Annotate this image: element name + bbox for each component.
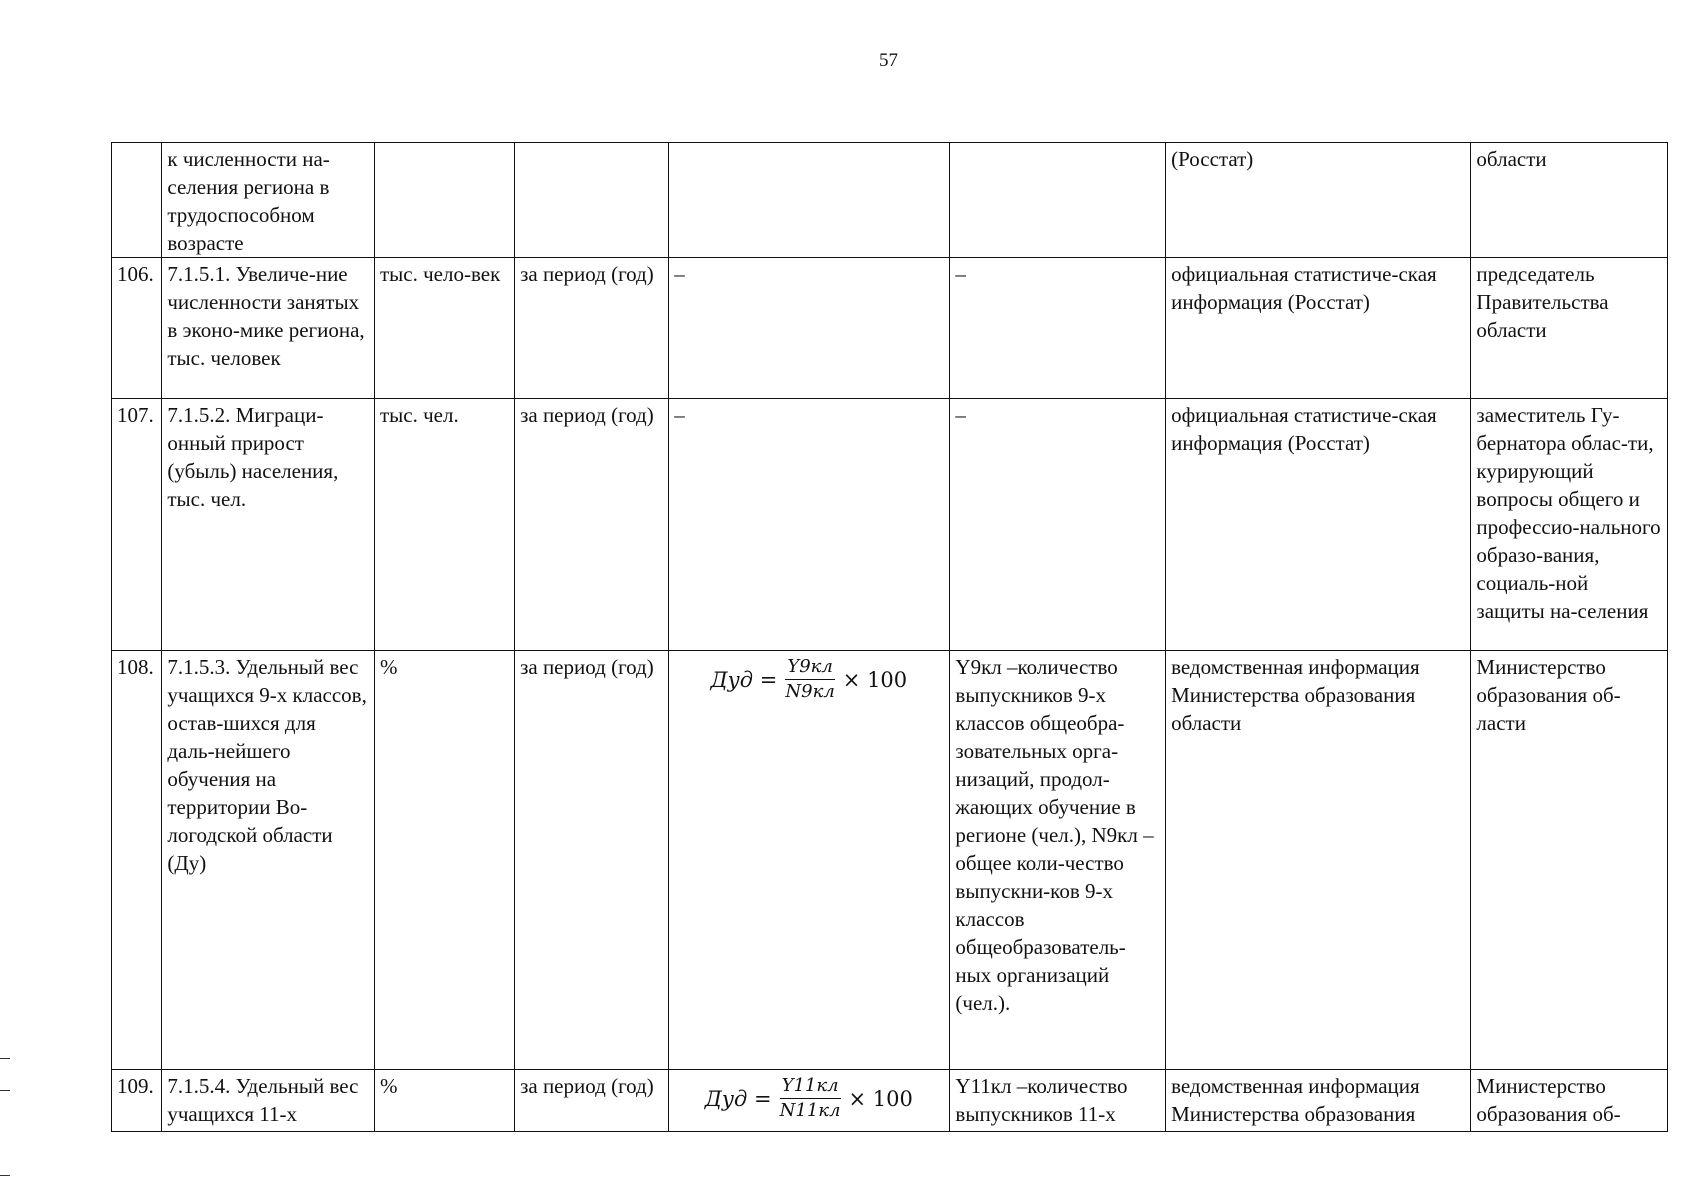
table-row [112,143,1668,258]
description-cell: – [950,399,1166,651]
responsible-cell: области [1471,143,1668,258]
description-cell: Y11кл –количество выпускников 11-х [950,1070,1166,1132]
source-cell: ведомственная информация Министерства образования [1166,1070,1471,1132]
row-number-cell: 108. [112,651,162,1070]
formula-cell [669,651,950,1070]
margin-mark [0,1175,10,1176]
table-row [112,258,1668,399]
margin-mark [0,1090,10,1091]
margin-mark [0,1058,10,1059]
responsible-cell: Министерство образования об-ласти [1471,651,1668,1070]
row-number-cell: 106. [112,258,162,399]
formula-lhs: Дуд = [710,667,778,692]
unit-cell: тыс. чело-век [375,258,515,399]
source-cell: официальная статистиче-ская информация (Росстат) [1166,399,1471,651]
unit-cell: % [375,1070,515,1132]
formula-rhs: × 100 [848,1086,913,1111]
period-cell: за период (год) [515,1070,669,1132]
period-cell: за период (год) [515,258,669,399]
responsible-cell: заместитель Гу-бернатора облас-ти, курирующий вопросы общего и профессио-нального образо-вания, социаль-ной защиты на-селения [1471,399,1668,651]
description-cell [950,143,1166,258]
formula-rhs: × 100 [842,667,908,692]
indicator-name-cell: 7.1.5.2. Миграци-онный прирост (убыль) населения, тыс. чел. [162,399,375,651]
source-cell: (Росстат) [1166,143,1471,258]
indicator-name-cell: к численности на-селения региона в трудоспособном возрасте [162,143,375,258]
source-cell: официальная статистиче-ская информация (Росстат) [1166,258,1471,399]
indicator-name-cell: 7.1.5.3. Удельный вес учащихся 9-х классов, остав-шихся для даль-нейшего обучения на территории Во-логодской области (Ду) [162,651,375,1070]
description-cell: – [950,258,1166,399]
formula [705,1074,913,1123]
table-row [112,651,1668,1070]
formula-cell: – [669,258,950,399]
formula-fraction [783,655,836,704]
page-number: 57 [879,50,898,71]
period-cell: за период (год) [515,399,669,651]
formula-lhs: Дуд = [704,1086,772,1111]
formula-fraction [778,1074,843,1123]
table-row [112,1070,1668,1132]
row-number-cell: 109. [112,1070,162,1132]
formula-numerator: Y9кл [785,655,835,680]
unit-cell [375,143,515,258]
formula-cell: – [669,399,950,651]
responsible-cell: Министерство образования об- [1471,1070,1668,1132]
period-cell [515,143,669,258]
formula-cell [669,143,950,258]
formula [711,655,908,704]
unit-cell: % [375,651,515,1070]
period-cell: за период (год) [515,651,669,1070]
formula-denominator: N11кл [779,1100,841,1121]
row-number-cell [112,143,162,258]
description-cell: Y9кл –количество выпускников 9-х классов общеобра-зовательных орга-низаций, продол-жающих обучение в регионе (чел.), N9кл –общее коли-чество выпускни-ков 9-х классов общеобразователь-ных организаций (чел.). [950,651,1166,1070]
source-cell: ведомственная информация Министерства образования области [1166,651,1471,1070]
indicators-table [111,142,1668,1132]
formula-denominator: N9кл [785,681,835,702]
formula-cell [669,1070,950,1132]
indicator-name-cell: 7.1.5.4. Удельный вес учащихся 11-х [162,1070,375,1132]
formula-numerator: Y11кл [780,1074,841,1099]
indicator-name-cell: 7.1.5.1. Увеличе-ние численности занятых в эконо-мике региона, тыс. человек [162,258,375,399]
unit-cell: тыс. чел. [375,399,515,651]
table-row [112,399,1668,651]
row-number-cell: 107. [112,399,162,651]
responsible-cell: председатель Правительства области [1471,258,1668,399]
